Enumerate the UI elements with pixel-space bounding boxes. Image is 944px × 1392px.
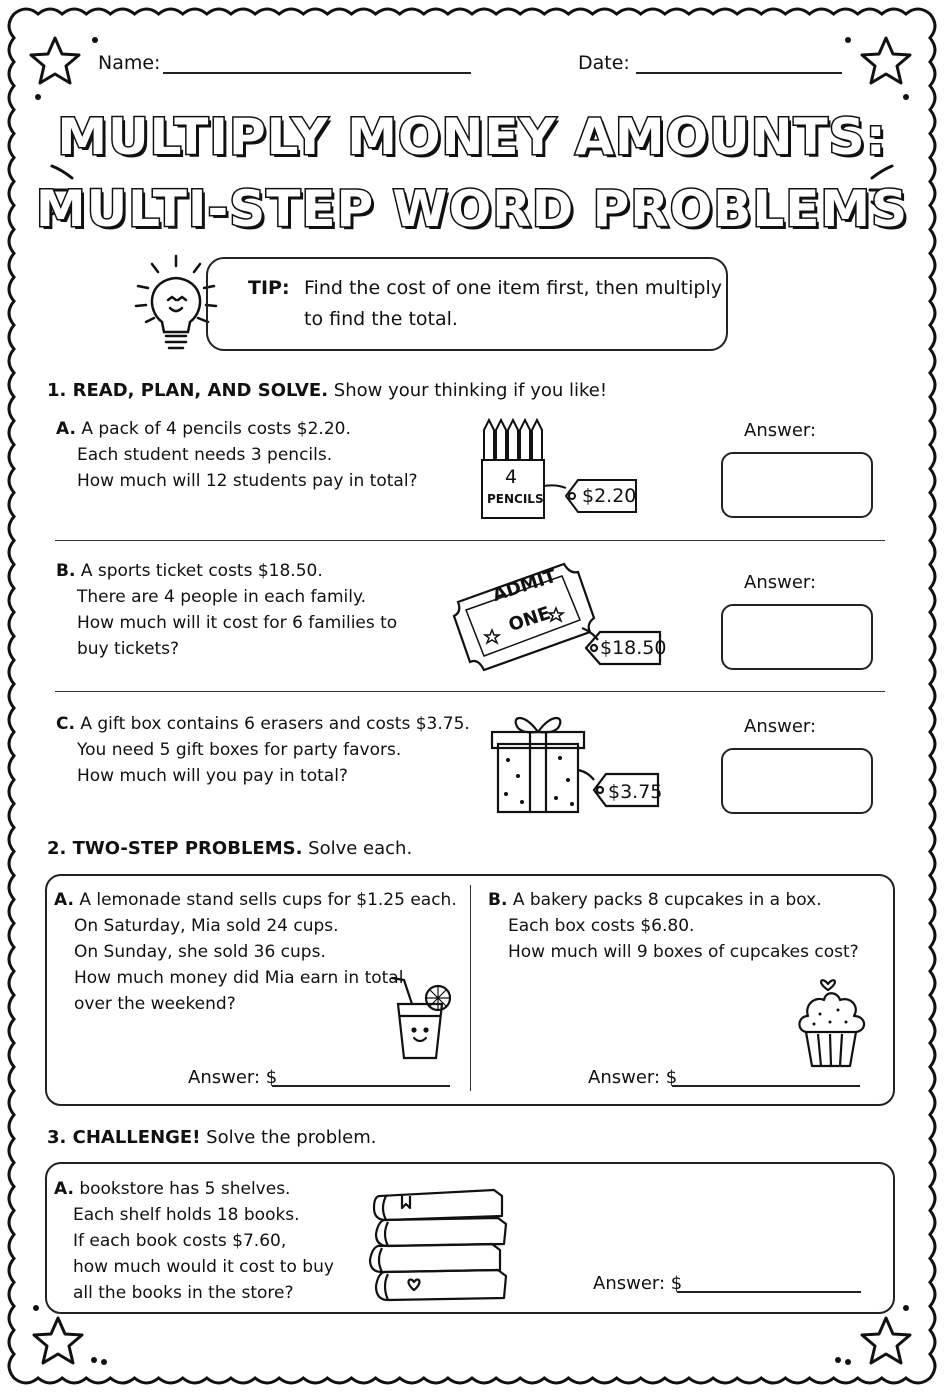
page-title-line1: MULTIPLY MONEY AMOUNTS: — [57, 108, 887, 166]
answer-label-2a: Answer: $ — [188, 1067, 278, 1088]
problem-2b: B. A bakery packs 8 cupcakes in a box. Each box costs $6.80. How much will 9 boxes of cupcakes cost? — [488, 890, 859, 962]
answer-line-3a[interactable] — [677, 1291, 861, 1293]
tip-label: TIP: — [248, 277, 290, 299]
books-stack-icon — [366, 1186, 512, 1310]
problem-1b: B. A sports ticket costs $18.50. There are 4 people in each family. How much will it cost for 6 families to buy tickets? — [56, 561, 398, 659]
panel-divider — [470, 885, 471, 1091]
tip-text-line1: Find the cost of one item first, then multiply — [304, 277, 722, 299]
answer-line-2b[interactable] — [672, 1085, 860, 1087]
page-title-line2: MULTI-STEP WORD PROBLEMS — [35, 180, 909, 238]
lemonade-icon — [384, 972, 460, 1064]
name-field[interactable] — [163, 72, 471, 74]
problem-2a: A. A lemonade stand sells cups for $1.25 each. On Saturday, Mia sold 24 cups. On Sunday, she sold 36 cups. How much money did Mia earn in total over the weekend? — [54, 890, 457, 1014]
problem-1a: A. A pack of 4 pencils costs $2.20. Each student needs 3 pencils. How much will 12 students pay in total? — [56, 419, 418, 491]
tip-box — [206, 257, 728, 351]
date-field[interactable] — [636, 72, 842, 74]
answer-box-1a[interactable] — [721, 452, 873, 518]
pencil-pack-icon — [474, 416, 644, 524]
price-tag-1b: $18.50 — [600, 637, 667, 659]
pencil-pack-label: PENCILS — [487, 492, 544, 506]
answer-label-2b: Answer: $ — [588, 1067, 678, 1088]
divider — [55, 540, 885, 541]
ticket-text-line2: ONE — [506, 602, 554, 636]
name-label: Name: — [98, 52, 161, 74]
price-tag-1a: $2.20 — [582, 485, 637, 507]
answer-box-1c[interactable] — [721, 748, 873, 814]
answer-label-1c: Answer: — [744, 716, 817, 737]
answer-label-3a: Answer: $ — [593, 1273, 683, 1294]
cupcake-icon — [794, 970, 872, 1070]
tip-text-line2: to find the total. — [304, 308, 458, 330]
answer-box-1b[interactable] — [721, 604, 873, 670]
answer-line-2a[interactable] — [272, 1085, 450, 1087]
section1-heading: 1. READ, PLAN, AND SOLVE. Show your thinking if you like! — [47, 380, 608, 401]
pencil-pack-number: 4 — [505, 466, 518, 488]
section3-heading: 3. CHALLENGE! Solve the problem. — [47, 1127, 377, 1148]
divider — [55, 691, 885, 692]
problem-1c: C. A gift box contains 6 erasers and costs $3.75. You need 5 gift boxes for party favors. How much will you pay in total? — [56, 714, 470, 786]
ticket-text-line1: ADMIT — [490, 565, 560, 606]
answer-label-1a: Answer: — [744, 420, 817, 441]
date-label: Date: — [578, 52, 630, 74]
problem-3a: A. bookstore has 5 shelves. Each shelf holds 18 books. If each book costs $7.60, how much would it cost to buy all the books in the store? — [54, 1179, 334, 1303]
answer-label-1b: Answer: — [744, 572, 817, 593]
section2-heading: 2. TWO-STEP PROBLEMS. Solve each. — [47, 838, 413, 859]
price-tag-1c: $3.75 — [608, 781, 663, 803]
